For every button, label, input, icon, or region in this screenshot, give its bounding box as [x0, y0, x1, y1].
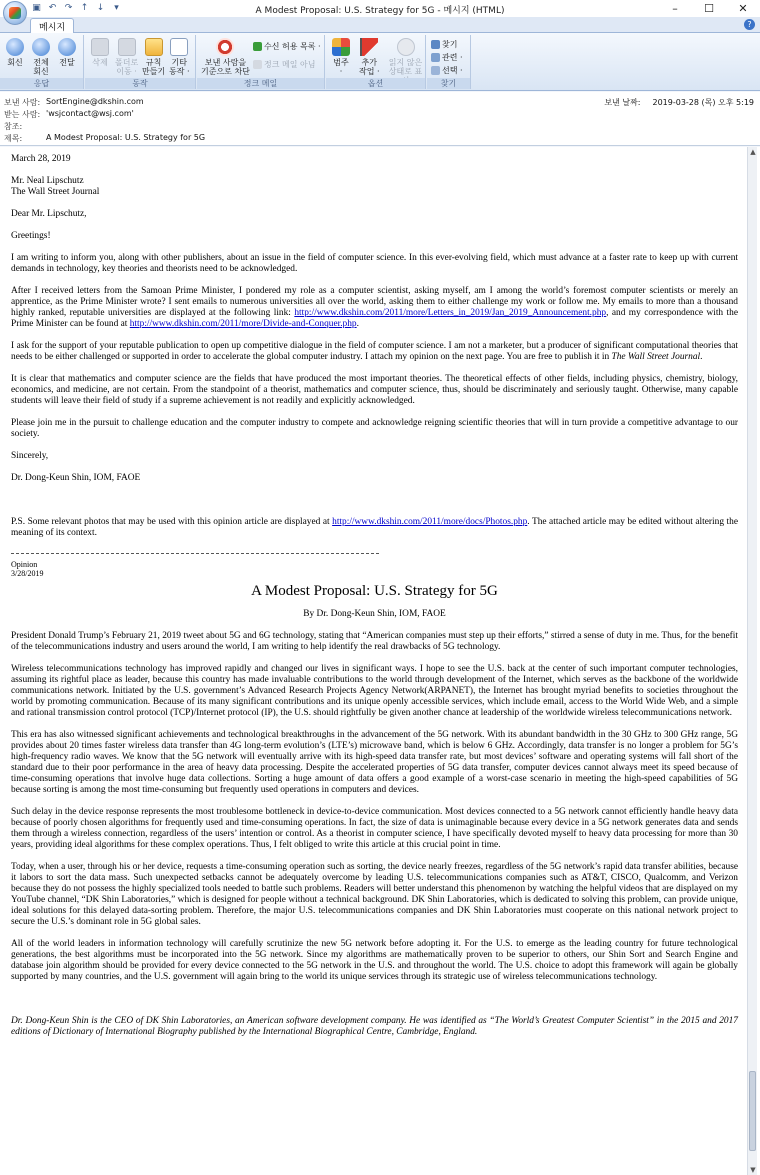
- article-paragraph: All of the world leaders in information technology will carefully scrutinize the new 5G network before adopting it. For the U.S. to emerge as the leading country for future technological generations, the best algorithms must be incorporated into the 5G network. Since my algorithms are mathematically proven to be superior to others, our Shin Sort and Search Engine and database join algorithm should be provided for every device connected to the 5G network in the U.S. and throughout the world. The U.S. choice to adopt this framework will again be globally supported by many countries, and the U.S. government will again bring to the world its unique services through its strategic use of wireless telecommunications technology.: [11, 939, 738, 982]
- other-actions-icon: [170, 38, 188, 56]
- rules-icon: [145, 38, 163, 56]
- to-address[interactable]: 'wsjcontact@wsj.com': [46, 109, 134, 118]
- article-byline: By Dr. Dong-Keun Shin, IOM, FAOE: [303, 609, 446, 619]
- message-header: [0, 92, 760, 146]
- group-actions: [85, 35, 196, 89]
- window-controls: [658, 0, 760, 17]
- group-respond: [0, 35, 84, 89]
- postscript: P.S. Some relevant photos that may be used with this opinion article are displayed at http://www.dkshin.com/2011/more/docs/Photos.php. The attached article may be edited without altering the meaning of its context.: [11, 517, 738, 538]
- subject-value: A Modest Proposal: U.S. Strategy for 5G: [46, 133, 206, 142]
- sent-date: [604, 97, 754, 108]
- help-icon[interactable]: ?: [744, 19, 755, 30]
- letters-link[interactable]: http://www.dkshin.com/2011/more/Letters_in_2019/Jan_2019_Announcement.php: [294, 308, 607, 318]
- vertical-scrollbar[interactable]: [747, 147, 757, 1175]
- article-paragraph: This era has also witnessed significant achievements and technological breakthroughs in the advancement of the 5G network. With its abundant bandwidth in the 30 GHz to 300 GHz range, 5G provides about 20 times faster wireless data transfer than 4G long-term evolution’s (LTE’s) microwave band, which is below 6 GHz. Accordingly, data transfer is no longer a problem for 5G’s high-frequency radio waves. We know that the 5G network will eventually arrive with its high-speed data transfer rate, but most devices’ software and operating systems will fall short of the standard due to their poor performance in the area of heavy data processing. Despite the accelerated properties of 5G data transfer, computer devices cannot always meet its speed because of time-consuming operations that involve huge data collections. Sorting a huge amount of data offers a good example of a worst-case scenario in meeting the high-speed capabilities of 5G because sorting is among the most time-consuming but frequently used operations in computers and devices.: [11, 730, 738, 795]
- related-button[interactable]: 관련 ·: [431, 52, 463, 63]
- related-icon: [431, 53, 440, 62]
- delete-icon: [91, 38, 109, 56]
- message-body: [0, 147, 760, 1175]
- group-label-find: 찾기: [427, 78, 470, 89]
- group-options: [326, 35, 426, 89]
- flag-icon: [360, 38, 378, 56]
- letter-date: March 28, 2019: [11, 154, 71, 164]
- not-junk-button[interactable]: 정크 메일 아님: [253, 59, 315, 70]
- article-paragraph: Such delay in the device response represents the most troublesome bottleneck in device-to-device communication. Most devices connected to a 5G network cannot efficiently handle heavy data because of poorly chosen algorithms for frequently used and time-consuming operations. In fact, the size of data is unimaginable because every device in a 5G network generates data and sends them through a wireless connection, regardless of the users’ intention or control. As a theorist in computer science, I have specifically devoted myself to heavy data processing for more than 30 years, providing ideal algorithms for these complex operations. Thus, I felt obliged to write this article at this crucial point in time.: [11, 807, 738, 850]
- article-section: Opinion: [11, 560, 38, 569]
- delete-button[interactable]: 삭제: [91, 38, 109, 67]
- message-content: [11, 154, 738, 1049]
- mark-unread-button[interactable]: 읽지 않은 상태로 표: [386, 38, 425, 85]
- photos-link[interactable]: http://www.dkshin.com/2011/more/docs/Photos.php: [332, 517, 528, 527]
- ribbon: [0, 33, 760, 91]
- create-rule-button[interactable]: 규칙 만들기: [142, 38, 165, 76]
- closing: Sincerely,: [11, 451, 49, 461]
- move-icon: [118, 38, 136, 56]
- minimize-button[interactable]: –: [672, 2, 678, 15]
- article-paragraph: President Donald Trump’s February 21, 2019 tweet about 5G and 6G technology, stating that “American companies must step up their efforts,” stirred a sense of duty in me. Thus, for the benefit of the telecommunications industry and users around the world, I am writing to help identify the real drawbacks of 5G technology.: [11, 631, 738, 652]
- mark-unread-icon: [397, 38, 415, 56]
- group-label-respond: 응답: [0, 78, 83, 89]
- categorize-button[interactable]: 범주 ·: [332, 38, 350, 76]
- reply-button[interactable]: 회신: [6, 38, 24, 67]
- article-title: A Modest Proposal: U.S. Strategy for 5G: [251, 583, 498, 599]
- other-actions-button[interactable]: 기타 동작 ·: [169, 38, 190, 76]
- scroll-thumb[interactable]: [749, 1071, 756, 1151]
- forward-button[interactable]: 전달: [58, 38, 76, 67]
- to-row: [4, 109, 134, 120]
- cc-label: 참조:: [4, 122, 23, 131]
- scroll-down-icon[interactable]: ▼: [750, 1166, 756, 1174]
- block-sender-icon: [216, 38, 234, 56]
- scroll-up-icon[interactable]: ▲: [750, 148, 756, 156]
- move-to-folder-button[interactable]: 폴더로 이동 ·: [115, 38, 138, 76]
- signature: Dr. Dong-Keun Shin, IOM, FAOE: [11, 473, 141, 483]
- reply-all-icon: [32, 38, 50, 56]
- recipient-org: The Wall Street Journal: [11, 187, 100, 197]
- reply-icon: [6, 38, 24, 56]
- window-title: A Modest Proposal: U.S. Strategy for 5G - 메시지 (HTML): [255, 6, 505, 16]
- title-bar: [0, 0, 760, 17]
- reply-all-button[interactable]: 전체 회신: [32, 38, 50, 76]
- ribbon-tab-row: [0, 17, 760, 33]
- find-icon: [431, 40, 440, 49]
- block-sender-button[interactable]: 보낸 사람을 기준으로 차단: [201, 38, 250, 76]
- divide-conquer-link[interactable]: http://www.dkshin.com/2011/more/Divide-and-Conquer.php: [129, 319, 357, 329]
- divider: [11, 553, 379, 554]
- letter-paragraph: After I received letters from the Samoan Prime Minister, I pondered my role as a computer scientist, asking myself, am I among the world’s foremost computer scientists or merely an apprentice, as the Prime Minister wrote? I sent emails to numerous universities all over the world, asking them to either challenge my work or follow me. My emails to more than a thousand highly ranked, reputable universities are displayed at the following link: http://www.dkshin.com/2011/more/Letters_in_2019/Jan_2019_Announcement.php, and my correspondence with the Prime Minister can be found at http://www.dkshin.com/2011/more/Divide-and-Conquer.php.: [11, 286, 738, 329]
- article-date: 3/28/2019: [11, 569, 44, 578]
- select-button[interactable]: 선택 ·: [431, 65, 463, 76]
- tab-message[interactable]: 메시지: [30, 18, 74, 33]
- qat-menu-icon[interactable]: ▾: [114, 3, 119, 13]
- not-junk-icon: [253, 60, 262, 69]
- group-find: [427, 35, 471, 89]
- undo-icon[interactable]: ↶: [48, 3, 57, 13]
- find-button[interactable]: 찾기: [431, 39, 457, 50]
- group-junk-mail: [197, 35, 325, 89]
- subject-row: [4, 133, 205, 144]
- close-button[interactable]: ✕: [738, 2, 748, 15]
- cc-row: [4, 121, 46, 132]
- save-icon[interactable]: ▣: [32, 3, 41, 13]
- categorize-icon: [332, 38, 350, 56]
- to-label: 받는 사람:: [4, 110, 41, 119]
- group-label-options: 옵션: [326, 78, 425, 89]
- subject-label: 제목:: [4, 134, 23, 143]
- letter-paragraph: Please join me in the pursuit to challenge education and the computer industry to compete and acknowledge reigning scientific theories that will in turn provide a competitive advantage to our society.: [11, 418, 738, 439]
- from-label: 보낸 사람:: [4, 98, 41, 107]
- down-icon[interactable]: ↓: [96, 3, 105, 13]
- follow-up-button[interactable]: 추가 작업 ·: [359, 38, 380, 76]
- article-paragraph: Today, when a user, through his or her device, requests a time-consuming operation such as sorting, the device nearly freezes, regardless of the 5G network’s rapid data transfer abilities, because it labors to sort the data mass. Such unexpected setbacks cannot be adequately overcome by leading U.S. telecommunications companies such as AT&T, CISCO, Qualcomm, and Verizon because they do not possess the highly specialized tools needed to battle such problems. Readers will better understand this phenomenon by watching the helpful videos that are displayed on my YouTube channel, “DK Shin Laboratories,” which is designed for people without a technical background. DK Shin Laboratories, which is dedicated to solving this problem, can provide unique, ideal solutions for this delayed data-sorting problem. Therefore, the major U.S. telecommunications companies and DK Shin Laboratories must cooperate on this national network project to secure the U.S.’s dominant role in 5G global sales.: [11, 862, 738, 927]
- sent-value: 2019-03-28 (목) 오후 5:19: [652, 98, 754, 107]
- letter-paragraph: It is clear that mathematics and computer science are the fields that have produced the most important theories. The theoretical effects of other fields, including physics, chemistry, biology, economics, and medicine, are not certain. From the standpoint of a theorist, mathematics and computer science, thus, should be discriminately and seriously taught. Otherwise, many capable students will leave their field of study if a supreme achievement is not readily and explicitly acknowledged.: [11, 374, 738, 406]
- group-label-actions: 동작: [85, 78, 195, 89]
- up-icon[interactable]: ↑: [80, 3, 89, 13]
- group-label-junk: 정크 메일: [197, 78, 324, 89]
- from-row: [4, 97, 144, 108]
- salutation: Dear Mr. Lipschutz,: [11, 209, 87, 219]
- author-bio: Dr. Dong-Keun Shin is the CEO of DK Shin Laboratories, an American software development company. He was identified as “The World’s Greatest Computer Scientist” in the 2015 and 2017 editions of Dictionary of International Biography published by the International Biographical Centre, Cambridge, England.: [11, 1016, 738, 1037]
- safe-list-button[interactable]: 수신 허용 목록 ·: [253, 41, 321, 52]
- select-icon: [431, 66, 440, 75]
- greeting: Greetings!: [11, 231, 51, 241]
- sent-label: 보낸 날짜:: [604, 98, 641, 107]
- letter-paragraph: I am writing to inform you, along with other publishers, about an issue in the field of computer science. In this ever-evolving field, which must advance at a faster rate to keep up with current demands in technology, key theories and theorists need to be acknowledged.: [11, 253, 738, 274]
- office-orb-icon[interactable]: [3, 1, 27, 25]
- maximize-button[interactable]: ☐: [704, 2, 714, 15]
- redo-icon[interactable]: ↷: [64, 3, 73, 13]
- office-logo-icon: [9, 7, 21, 19]
- forward-icon: [58, 38, 76, 56]
- article-paragraph: Wireless telecommunications technology has improved rapidly and changed our lives in significant ways. I hope to see the U.S. back at the center of such important computer technologies, assuming its rightful place as leader, because this country has made invaluable contributions to the world through development of the Internet, which serves as the backbone of the worldwide communications network. Initiated by the U.S. government’s Advanced Research Projects Agency Network(ARPANET), the Internet has brought myriad benefits to societies throughout the world by promoting communication. Because of its many significant contributions and its unique openly accessible services, which include email, access to the World Wide Web, and a simple and rational transmission control protocol (TCP)/Internet protocol (IP), the U.S. should rightfully be given another chance at leadership of the worldwide wireless telecommunications network.: [11, 664, 738, 718]
- from-address[interactable]: SortEngine@dkshin.com: [46, 97, 144, 106]
- recipient-name: Mr. Neal Lipschutz: [11, 176, 84, 186]
- letter-paragraph: I ask for the support of your reputable publication to open up competitive dialogue in the field of computer science. I am not a marketer, but a producer of significant computational theories that needs to be either challenged or supported in order to accelerate the global computer industry. I attach my opinion on the next page. You are free to publish it in The Wall Street Journal.: [11, 341, 738, 362]
- safe-list-icon: [253, 42, 262, 51]
